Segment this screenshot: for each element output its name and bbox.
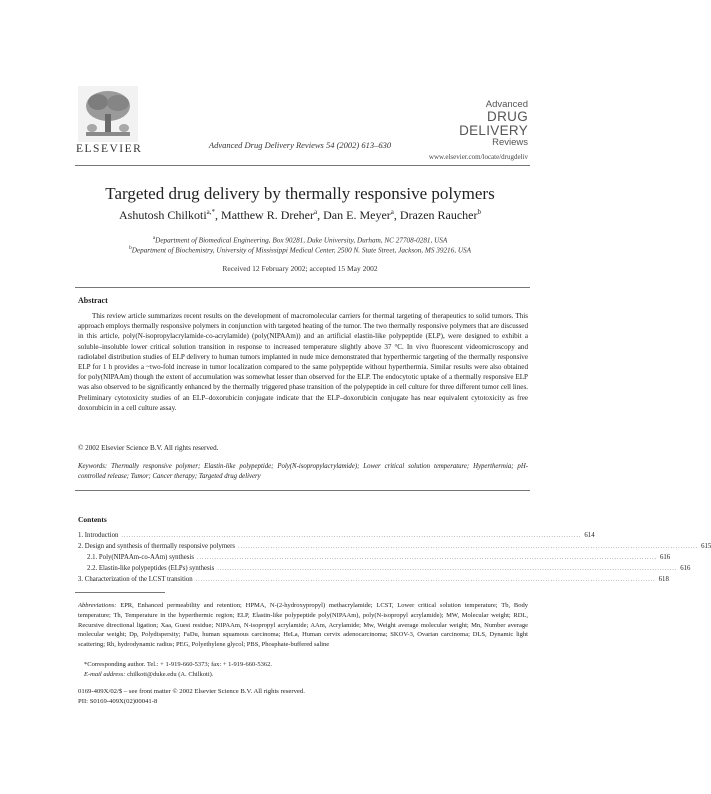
affiliation-text: Department of Biochemistry, University of Mississippi Medical Center, 2500 N. State Street, Jackson, MS 39216, USA [131,246,472,255]
toc-leader: ........................................................................................................................................................................................ [195,577,656,583]
toc-entry[interactable] [78,543,711,553]
footnote-divider [75,592,165,593]
toc-entry-label: 1. Introduction [78,532,119,539]
abstract-copyright: © 2002 Elsevier Science B.V. All rights reserved. [78,444,219,452]
brand-line-3: Reviews [492,137,528,149]
correspondence-line: *Corresponding author. Tel.: + 1-919-660-5373; fax: + 1-919-660-5362. [84,661,273,668]
contents-heading: Contents [78,515,107,524]
toc-entry-page: 616 [660,554,671,561]
toc-entry[interactable] [78,554,671,564]
author-name: Ashutosh Chilkoti [118,208,207,222]
journal-website: www.elsevier.com/locate/drugdeliv [428,153,528,161]
footer-pii: PII: S0169-409X(02)00041-8 [78,698,158,705]
toc-entry-label: 2.1. Poly(NIPAAm-co-AAm) synthesis [87,554,194,561]
journal-brand [428,100,528,148]
correspondence-footnote [84,660,524,680]
abstract-text: This review article summarizes recent results on the development of macromolecular carriers for thermal targeting of therapeutics to solid tumors. This approach employs thermally responsive polymers in conjunction with targeted heating of the tumor. The two thermally responsive polymers that are discussed in this article, poly(N-isopropylacrylamide-co-acrylamide) (poly(NIPAAm)) and an artificial elastin-like polypeptide (ELP), were designed to exhibit a soluble–insoluble lower critical solution transition in response to increased temperature slightly above 37 °C. In vivo fluorescent videomicroscopy and radiolabel distribution studies of ELP delivery to human tumors implanted in nude mice demonstrated that hyperthermic targeting of the thermally responsive ELP for 1 h provides a ~two-fold increase in tumor localization compared to the same polypeptide without hyperthermia. Similar results were also obtained for poly(NIPAAm) though the extent of accumulation was somewhat lesser than observed for the ELP. The endocytotic uptake of a thermally responsive ELP was also observed to be significantly enhanced by the thermally triggered phase transition of the polypeptide in cell culture for three different tumor cell lines. Preliminary cytotoxicity studies of an ELP–doxorubicin conjugate indicate that the ELP–doxorubicin conjugate has near equivalent cytotoxicity as free doxorubicin in a cell culture assay. [78,312,528,412]
author-name: Drazen Raucher [399,208,478,222]
brand-line-2: DRUG DELIVERY [459,108,528,139]
author-list: Ashutosh Chilkoti$^{a,*}$, Matthew R. Dreher$^a$, Dan E. Meyer$^a$, Drazen Raucher$^b$ [118,208,481,222]
publisher-name: ELSEVIER [76,143,143,155]
abstract-divider-bottom [75,490,530,491]
email-line [84,670,524,680]
toc-leader: ........................................................................................................................................................................................ [217,566,678,572]
toc-entry[interactable] [78,532,595,542]
toc-entry[interactable] [78,576,669,586]
toc-entry-page: 614 [584,532,595,539]
affiliation [0,245,600,254]
journal-citation: Advanced Drug Delivery Reviews 54 (2002) 613–630 [208,140,392,150]
toc-entry-page: 615 [701,543,711,550]
toc-leader: ........................................................................................................................................................................................ [238,544,699,550]
toc-entry[interactable] [78,565,691,575]
toc-entry-page: 618 [658,576,669,583]
affiliation-mark: b [128,245,132,251]
toc-entry-page: 616 [680,565,691,572]
brand-line-1: Advanced [485,99,528,110]
keywords-label: Keywords: [78,463,108,470]
affiliation [0,235,600,244]
elsevier-tree-logo [78,86,138,142]
toc-leader: ........................................................................................................................................................................................ [121,533,582,539]
toc-leader: ........................................................................................................................................................................................ [197,555,657,561]
abbreviations-footnote [78,601,528,650]
author-affil-mark: b [477,208,481,216]
author-affil-mark: a [390,208,394,216]
abbreviations-label: Abbreviations: [78,602,117,609]
abstract-heading: Abstract [78,296,108,305]
footer-frontmatter: 0169-409X/02/$ – see front matter © 2002 Elsevier Science B.V. All rights reserved. [78,688,305,695]
abbreviations-text: EPR, Enhanced permeability and retention; HPMA, N-(2-hydroxypropyl) methacrylamide; LCST, Lower critical solution temperature; Tb, Body temperature; Th, Temperature in the hyperthermic region; ELP, Elastin-like polypeptide poly(NIPAAm), poly(N-isopropyl acrylamide); MW, Molecular weight; RDL, Recursive directional ligation; Xaa, Guest residue; NIPAAm, N-isopropyl acrylamide; AAm, Acrylamide; Mw, Weight average molecular weight; Mn, Number average molecular weight; Dp, Polydispersity; FaDu, human squamous carcinoma; HeLa, Human cervix adenocarcinoma; SKOV-3, Ovarian carcinoma; DLS, Dynamic light scattering; Rh, hydrodynamic radius; PEG, Polyethylene glycol; PBS, Phosphate-buffered saline [78,602,529,649]
header-divider [75,165,530,166]
author-affil-mark: a,* [206,208,216,216]
article-title: Targeted drug delivery by thermally responsive polymers [105,184,495,203]
affiliation-text: Department of Biomedical Engineering, Box 90281, Duke University, Durham, NC 27708-0281, USA [155,236,448,245]
keywords-text: Thermally responsive polymer; Elastin-like polypeptide; Poly(N-isopropylacrylamide); Lower critical solution temperature; Hyperthermia; pH-controlled release; Tumor; Cancer therapy; Targeted drug delivery [78,463,528,480]
author-name: Matthew R. Dreher [221,208,315,222]
toc-entry-label: 2.2. Elastin-like polypeptides (ELPs) synthesis [87,565,215,572]
abstract-divider-top [75,287,530,288]
toc-entry-label: 3. Characterization of the LCST transition [78,576,193,583]
email-label: E-mail address: [84,670,126,678]
keywords [78,462,528,482]
affiliation-mark: a [152,235,156,241]
toc-entry-label: 2. Design and synthesis of thermally responsive polymers [78,543,236,550]
received-dates: Received 12 February 2002; accepted 15 May 2002 [222,264,378,273]
author-affil-mark: a [314,208,318,216]
author-name: Dan E. Meyer [323,208,391,222]
email-address[interactable]: chilkoti@duke.edu (A. Chilkoti). [127,670,214,678]
